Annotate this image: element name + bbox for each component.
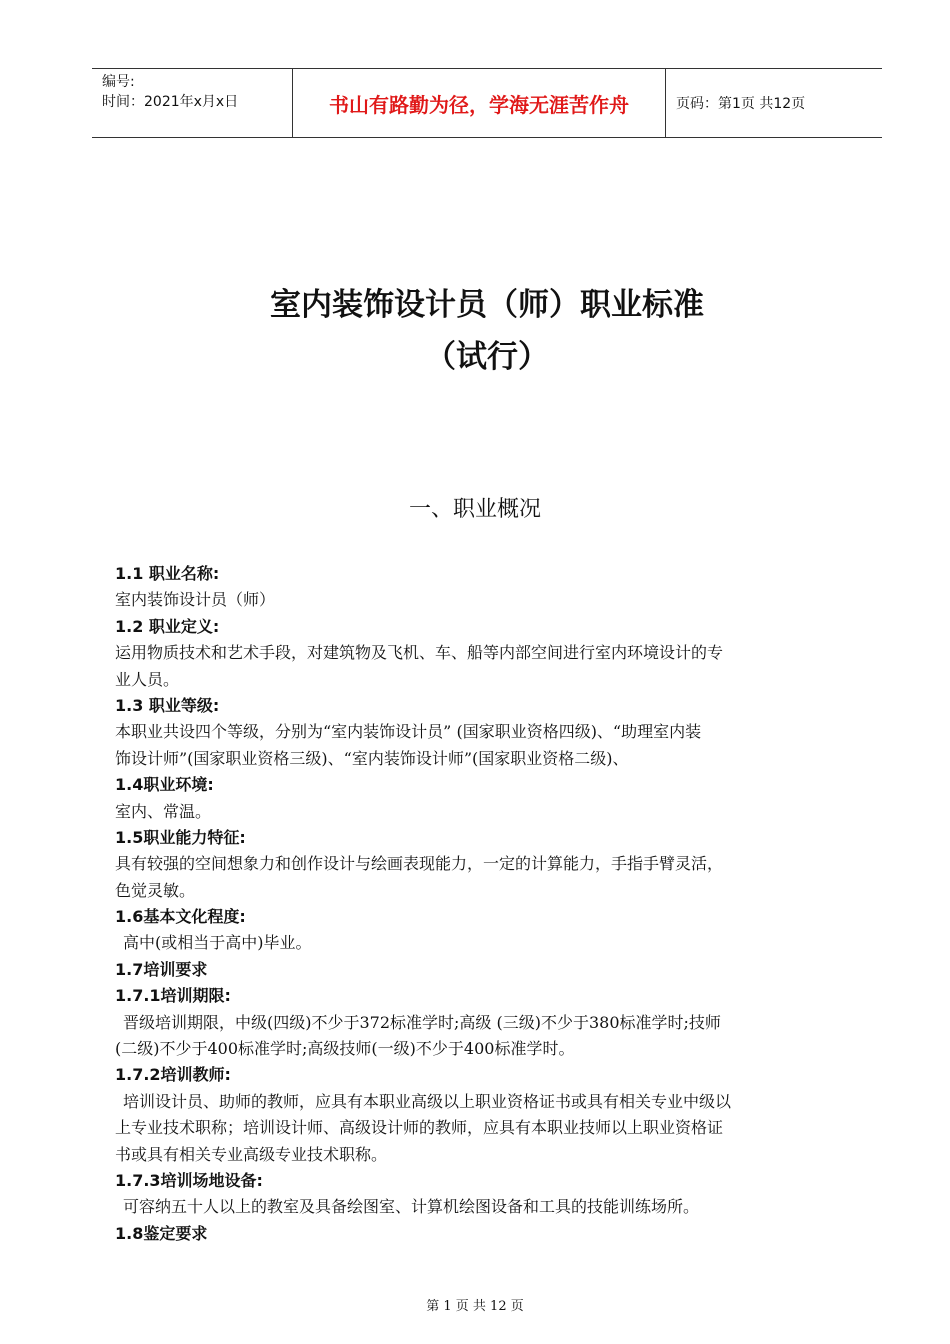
- body-text-line: 高中(或相当于高中)毕业。: [123, 933, 312, 953]
- body-text-line: 上专业技术职称；培训设计师、高级设计师的教师，应具有本职业技师以上职业资格证: [115, 1118, 724, 1138]
- section-heading: 1.5职业能力特征:: [115, 827, 246, 847]
- page-footer: 第 1 页 共 12 页: [426, 1299, 524, 1314]
- section-title: 一、职业概况: [408, 497, 541, 522]
- section-heading: 1.7培训要求: [115, 959, 208, 979]
- time-label: 时间：2021年x月x日: [102, 94, 239, 110]
- body-text-line: 业人员。: [115, 669, 180, 689]
- section-heading: 1.7.2培训教师:: [115, 1065, 231, 1085]
- body-text-line: 色觉灵敏。: [115, 880, 196, 900]
- section-heading: 1.3 职业等级:: [115, 695, 220, 715]
- body-text-line: (二级)不少于400标准学时;高级技师(一级)不少于400标准学时。: [115, 1039, 575, 1059]
- document-body: [115, 561, 865, 1247]
- section-heading: 1.7.1培训期限:: [115, 986, 231, 1006]
- section-heading: 1.7.3培训场地设备:: [115, 1170, 263, 1190]
- body-text-line: 可容纳五十人以上的教室及具备绘图室、计算机绘图设备和工具的技能训练场所。: [123, 1197, 700, 1217]
- body-text-line: 培训设计员、助师的教师，应具有本职业高级以上职业资格证书或具有相关专业中级以: [123, 1091, 732, 1111]
- document-subtitle: （试行）: [425, 339, 549, 375]
- body-text-line: 运用物质技术和艺术手段，对建筑物及飞机、车、船等内部空间进行室内环境设计的专: [115, 643, 724, 663]
- body-text-line: 室内装饰设计员（师）: [115, 590, 276, 610]
- section-heading: 1.8鉴定要求: [115, 1223, 208, 1243]
- section-heading: 1.4职业环境:: [115, 775, 214, 795]
- header-meta: [92, 69, 292, 137]
- section-heading: 1.1 职业名称:: [115, 564, 220, 583]
- header-page-label: 页码：第1页 共12页: [676, 96, 806, 112]
- body-text-line: 本职业共设四个等级，分别为“室内装饰设计员” (国家职业资格四级)、“助理室内装: [115, 722, 702, 742]
- body-text-line: 饰设计师”(国家职业资格三级)、“室内装饰设计师”(国家职业资格二级)、: [115, 748, 629, 768]
- body-text-line: 具有较强的空间想象力和创作设计与绘画表现能力，一定的计算能力，手指手臂灵活，: [115, 854, 724, 874]
- body-text-line: 书或具有相关专业高级专业技术职称。: [115, 1144, 388, 1164]
- header-motto: 书山有路勤为径，学海无涯苦作舟: [292, 69, 666, 137]
- body-text-line: 室内、常温。: [115, 801, 212, 821]
- body-text-line: 晋级培训期限，中级(四级)不少于372标准学时;高级 (三级)不少于380标准学时;技师: [123, 1012, 721, 1032]
- document-title: 室内装饰设计员（师）职业标准: [270, 287, 704, 323]
- document-header: [92, 68, 882, 138]
- section-heading: 1.6基本文化程度:: [115, 907, 246, 927]
- section-heading: 1.2 职业定义:: [115, 616, 220, 636]
- number-label: 编号:: [102, 74, 135, 90]
